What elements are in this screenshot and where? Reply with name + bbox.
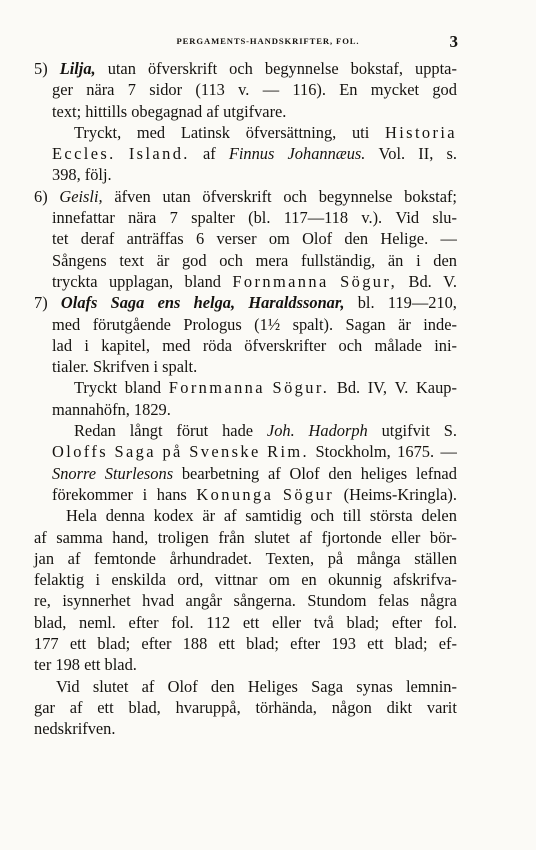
word: helga,	[193, 293, 236, 313]
word: neml.	[79, 612, 116, 632]
word: heliges	[360, 463, 408, 483]
word: målade	[374, 335, 422, 355]
word: med	[52, 314, 81, 334]
word: Kaup-	[415, 378, 457, 398]
word: är	[156, 250, 170, 270]
word: Stockholm,	[315, 442, 391, 462]
word: Bd.	[336, 378, 361, 398]
word: 7)	[34, 293, 48, 313]
word: felas	[378, 591, 410, 611]
word: V.	[394, 378, 409, 398]
word: ett	[97, 697, 114, 717]
word: angår	[185, 591, 222, 611]
word: II,	[418, 144, 434, 164]
word: 6)	[34, 186, 48, 206]
word: i	[142, 484, 148, 504]
word: ger	[52, 80, 73, 100]
word: Vol.	[378, 144, 406, 164]
word: Eccles.	[52, 144, 116, 164]
word: 117—118	[283, 208, 349, 228]
word: Fornmanna	[168, 378, 265, 398]
text-line	[34, 164, 457, 185]
word: ord,	[177, 570, 204, 590]
word: text	[119, 250, 144, 270]
word: Sagan	[345, 314, 386, 334]
text-run: mannahöfn, 1829.	[52, 399, 171, 419]
word: 193	[331, 634, 356, 654]
word: (1½	[254, 314, 281, 334]
word: Sögur,	[340, 271, 398, 291]
word: med	[162, 335, 191, 355]
word: blad;	[246, 634, 279, 654]
word: af	[223, 506, 237, 526]
word: tryckta	[52, 271, 98, 291]
text-line	[34, 292, 457, 313]
word: ef-	[438, 634, 457, 654]
word: lemnin-	[405, 676, 457, 696]
word: Heliges	[247, 676, 298, 696]
text-line	[34, 527, 457, 548]
word: —	[262, 80, 280, 100]
page-header	[0, 32, 536, 54]
word: om	[268, 570, 290, 590]
word: förekommer	[52, 484, 134, 504]
word: Bd.	[408, 271, 432, 291]
word: (Heims-Kringla).	[343, 484, 457, 504]
word: Finnus	[228, 144, 275, 164]
word: ens	[157, 293, 181, 313]
word: kapitel,	[101, 335, 150, 355]
word: Sångens	[52, 250, 107, 270]
word: fullständig,	[301, 250, 376, 270]
text-line	[34, 463, 457, 484]
word: bland	[124, 378, 162, 398]
word: efter	[391, 612, 422, 632]
word: 188	[182, 634, 208, 654]
word: Johannæus.	[287, 144, 366, 164]
word: blad,	[128, 697, 161, 717]
word: Helige.	[380, 229, 429, 249]
word: begynnelse	[264, 59, 339, 78]
text-run: nedskrifven.	[34, 719, 116, 739]
word: Vid	[56, 676, 80, 696]
word: bör-	[429, 527, 457, 547]
word: om	[268, 229, 290, 249]
word: ett	[218, 634, 235, 654]
word: Historia	[384, 122, 457, 142]
word: v.).	[361, 208, 383, 228]
text-run: 398, följ.	[52, 165, 112, 185]
word: (113	[195, 80, 225, 100]
word: århundradet.	[169, 548, 252, 568]
word: inde-	[423, 314, 457, 334]
word: ställen	[414, 548, 457, 568]
word: hans	[156, 484, 187, 504]
running-head: PERGAMENTS-HANDSKRIFTER, FOL.	[176, 36, 360, 46]
word: 7	[127, 80, 136, 100]
word: samma	[56, 527, 103, 547]
word: afskrifva-	[393, 570, 457, 590]
word: 177	[34, 634, 59, 654]
word: många	[356, 548, 401, 568]
word: Rim.	[267, 442, 310, 462]
word: denna	[105, 506, 145, 526]
word: Saga	[110, 293, 145, 313]
word: bland	[184, 271, 221, 291]
word: Stundom	[307, 591, 367, 611]
word: i	[416, 250, 421, 270]
word: S.	[443, 421, 457, 441]
word: tet	[52, 229, 69, 249]
word: på	[327, 548, 344, 568]
word: slutet	[254, 527, 290, 547]
word: eller	[391, 527, 421, 547]
word: bokstaf;	[404, 186, 457, 206]
word: spalter	[191, 208, 235, 228]
word: troligen	[157, 527, 209, 547]
word: i	[95, 570, 100, 590]
text-line	[34, 314, 457, 335]
word: fol.	[171, 612, 194, 632]
word: lad	[52, 335, 73, 355]
word: några	[420, 591, 457, 611]
word: eller	[271, 612, 302, 632]
word: jan	[34, 548, 55, 568]
word: den	[433, 250, 457, 270]
word: 5)	[34, 59, 48, 78]
word: delen	[421, 506, 457, 526]
text-line	[34, 399, 457, 420]
text-line	[34, 271, 457, 292]
word: den	[210, 676, 235, 696]
word: Lilja,	[59, 59, 96, 78]
text-line	[34, 228, 457, 249]
word: kodex	[153, 506, 194, 526]
text-run: text; hittills obegagnad af utgifvare.	[52, 101, 287, 121]
word: lefnad	[415, 463, 457, 483]
page-body-text	[34, 58, 457, 740]
word: god	[181, 250, 207, 270]
text-line	[34, 633, 457, 654]
word: 112	[206, 612, 231, 632]
text-line	[34, 143, 457, 164]
word: blad,	[34, 612, 67, 632]
word: Geisli,	[59, 186, 103, 206]
word: uti	[351, 122, 370, 142]
word: slu-	[432, 208, 457, 228]
text-line	[34, 676, 457, 697]
word: och	[310, 506, 335, 526]
word: den	[328, 463, 352, 483]
text-line	[34, 356, 457, 377]
word: äfven	[114, 186, 151, 206]
word: 116).	[292, 80, 326, 100]
text-run: tialer. Skrifven i spalt.	[52, 357, 198, 377]
text-line	[34, 377, 457, 398]
word: af	[69, 697, 83, 717]
word: öfverskrift	[147, 59, 218, 78]
word: Tryckt	[74, 378, 118, 398]
word: af	[202, 144, 216, 164]
word: samtidig	[245, 506, 302, 526]
word: öfverskrift	[202, 186, 272, 206]
word: förutgående	[92, 314, 171, 334]
word: utan	[107, 59, 136, 78]
word: och	[219, 250, 243, 270]
word: vittnar	[214, 570, 258, 590]
text-line	[34, 505, 457, 526]
word: s.	[446, 144, 457, 164]
word: till	[342, 506, 362, 526]
word: den	[344, 229, 369, 249]
word: gar	[34, 697, 55, 717]
word: bearbetning	[181, 463, 260, 483]
word: En	[339, 80, 358, 100]
text-line	[34, 548, 457, 569]
word: hvad	[142, 591, 175, 611]
word: re,	[34, 591, 51, 611]
word: hand,	[112, 527, 149, 547]
word: ini-	[434, 335, 457, 355]
word: Olof	[289, 463, 320, 483]
text-line	[34, 654, 457, 675]
word: hade	[222, 421, 254, 441]
word: nära	[128, 208, 157, 228]
word: bl.	[357, 293, 375, 313]
word: är	[398, 314, 411, 334]
word: v.	[238, 80, 250, 100]
word: blad;	[346, 612, 380, 632]
text-line	[34, 569, 457, 590]
word: Sturlesons	[104, 463, 174, 483]
word: fol.	[434, 612, 457, 632]
word: öfverskrifter	[244, 335, 327, 355]
word: en	[301, 570, 317, 590]
word: hvaruppå,	[175, 697, 241, 717]
word: utgifvit	[381, 421, 430, 441]
word: blad;	[394, 634, 428, 654]
word: Tryckt,	[74, 122, 122, 142]
word: sidor	[149, 80, 183, 100]
word: med	[136, 122, 166, 142]
word: Olof	[302, 229, 333, 249]
text-line	[34, 207, 457, 228]
word: anträffas	[126, 229, 184, 249]
word: 119—210,	[387, 293, 457, 313]
word: Oloffs	[52, 442, 108, 462]
word: okunnig	[328, 570, 382, 590]
word: ett	[69, 634, 87, 654]
text-line	[34, 122, 457, 143]
word: —	[440, 229, 457, 249]
word: Sögur	[282, 484, 335, 504]
word: isynnerhet	[62, 591, 131, 611]
word: på	[162, 442, 183, 462]
word: felaktig	[34, 570, 85, 590]
word: Olof	[167, 676, 198, 696]
word: utan	[162, 186, 191, 206]
word: Svenske	[189, 442, 261, 462]
word: fjortonde	[321, 527, 382, 547]
text-line	[34, 697, 457, 718]
word: V.	[443, 271, 457, 291]
page-number: 3	[449, 32, 458, 51]
word: öfversättning,	[245, 122, 337, 142]
text-line	[34, 718, 457, 739]
word: ett	[242, 612, 260, 632]
word: långt	[129, 421, 163, 441]
word: af	[34, 527, 47, 547]
word: Redan	[74, 421, 116, 441]
word: 7	[169, 208, 178, 228]
word: (bl.	[248, 208, 271, 228]
word: efter	[128, 612, 159, 632]
word: IV,	[367, 378, 387, 398]
word: af	[299, 527, 313, 547]
word: Haraldssonar,	[248, 293, 345, 313]
word: Vid	[395, 208, 420, 228]
word: Fornmanna	[232, 271, 329, 291]
text-line	[34, 590, 457, 611]
word: god	[432, 80, 457, 100]
word: och	[283, 186, 307, 206]
word: förut	[176, 421, 209, 441]
word: begynnelse	[318, 186, 393, 206]
word: törhända,	[255, 697, 317, 717]
word: enskilda	[111, 570, 166, 590]
text-line	[34, 79, 457, 100]
word: 6	[195, 229, 205, 249]
word: någon	[331, 697, 372, 717]
word: synas	[356, 676, 393, 696]
word: är	[202, 506, 216, 526]
word: 1675.	[397, 442, 435, 462]
word: och	[229, 59, 253, 78]
word: två	[313, 612, 334, 632]
word: af	[268, 463, 281, 483]
word: ett	[367, 634, 384, 654]
word: mycket	[370, 80, 420, 100]
word: efter	[290, 634, 321, 654]
text-line	[34, 186, 457, 207]
word: Konunga	[196, 484, 274, 504]
word: upplagan,	[108, 271, 174, 291]
word: nära	[86, 80, 115, 100]
word: största	[369, 506, 413, 526]
word: blad;	[97, 634, 131, 654]
word: än	[387, 250, 404, 270]
word: Hadorph	[308, 421, 368, 441]
word: röda	[202, 335, 232, 355]
word: Saga	[311, 676, 344, 696]
text-line	[34, 484, 457, 505]
word: Saga	[114, 442, 156, 462]
word: af	[141, 676, 155, 696]
word: femtonde	[94, 548, 156, 568]
word: Olafs	[60, 293, 98, 313]
word: Island.	[128, 144, 190, 164]
text-line	[34, 420, 457, 441]
word: varit	[426, 697, 457, 717]
text-line	[34, 441, 457, 462]
word: Texten,	[265, 548, 315, 568]
word: —	[440, 442, 457, 462]
word: mera	[255, 250, 289, 270]
word: från	[218, 527, 245, 547]
text-line	[34, 58, 457, 79]
word: Sögur.	[272, 378, 330, 398]
text-line	[34, 101, 457, 122]
word: verser	[216, 229, 257, 249]
word: dikt	[386, 697, 413, 717]
text-run: ter 198 ett blad.	[34, 655, 137, 675]
word: Hela	[66, 506, 97, 526]
word: af	[67, 548, 81, 568]
word: i	[84, 335, 89, 355]
word: Latinsk	[180, 122, 230, 142]
word: Prologus	[183, 314, 242, 334]
text-line	[34, 335, 457, 356]
text-line	[34, 250, 457, 271]
word: innefattar	[52, 208, 115, 228]
text-line	[34, 612, 457, 633]
word: Snorre	[52, 463, 97, 483]
word: sångerna.	[233, 591, 296, 611]
word: och	[338, 335, 363, 355]
word: Joh.	[266, 421, 295, 441]
word: deraf	[80, 229, 115, 249]
word: uppta-	[415, 59, 457, 78]
word: efter	[141, 634, 172, 654]
word: slutet	[92, 676, 129, 696]
word: spalt).	[292, 314, 334, 334]
word: bokstaf,	[350, 59, 403, 78]
